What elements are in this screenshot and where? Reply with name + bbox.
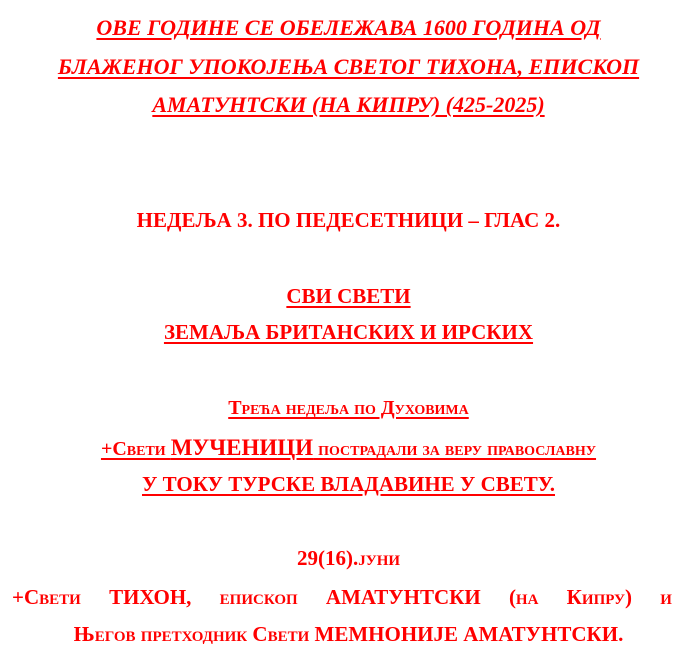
date-line [0, 548, 697, 569]
martyrs-emph: МУЧЕНИЦИ [170, 435, 314, 460]
martyrs-line-1 [0, 436, 697, 459]
tikhon-word-1: +Свети [12, 585, 81, 609]
tikhon-line2-prefix: Његов претходник Свети [73, 622, 315, 646]
date-number: 29(16). [296, 546, 359, 570]
title-line-3: АМАТУНТСКИ (НА КИПРУ) (425-2025) [152, 92, 545, 117]
tikhon-word-3: епископ [219, 585, 298, 609]
tikhon-word-7: и [660, 585, 672, 609]
all-saints-line-1: СВИ СВЕТИ [286, 284, 411, 308]
martyrs-suffix: пострадали за веру православну [313, 438, 597, 460]
tikhon-word-5: (на [508, 585, 539, 609]
third-sunday-line: Трећа недеља по Духовима [228, 397, 469, 419]
sunday-heading: НЕДЕЉА 3. ПО ПЕДЕСЕТНИЦИ – ГЛАС 2. [136, 208, 561, 232]
all-saints-line-2: ЗЕМАЉА БРИТАНСКИХ И ИРСКИХ [163, 320, 534, 344]
title-line-1: ОВЕ ГОДИНЕ СЕ ОБЕЛЕЖАВА 1600 ГОДИНА ОД [96, 15, 601, 40]
tikhon-line-2 [0, 624, 697, 645]
tikhon-line2-name: МЕМНОНИЈЕ АМАТУНТСКИ. [314, 622, 624, 646]
tikhon-word-4: АМАТУНТСКИ [325, 585, 481, 609]
tikhon-word-2: ТИХОН, [109, 585, 192, 609]
tikhon-line-1 [12, 587, 672, 608]
title-line-2: БЛАЖЕНОГ УПОКОЈЕЊА СВЕТОГ ТИХОНА, ЕПИСКОП [57, 54, 640, 79]
martyrs-line-2: У ТОКУ ТУРСКЕ ВЛАДАВИНЕ У СВЕТУ. [142, 472, 555, 496]
tikhon-word-6: Кипру) [566, 585, 633, 609]
date-month: јуни [358, 546, 401, 570]
martyrs-prefix: +Свети [100, 438, 171, 460]
